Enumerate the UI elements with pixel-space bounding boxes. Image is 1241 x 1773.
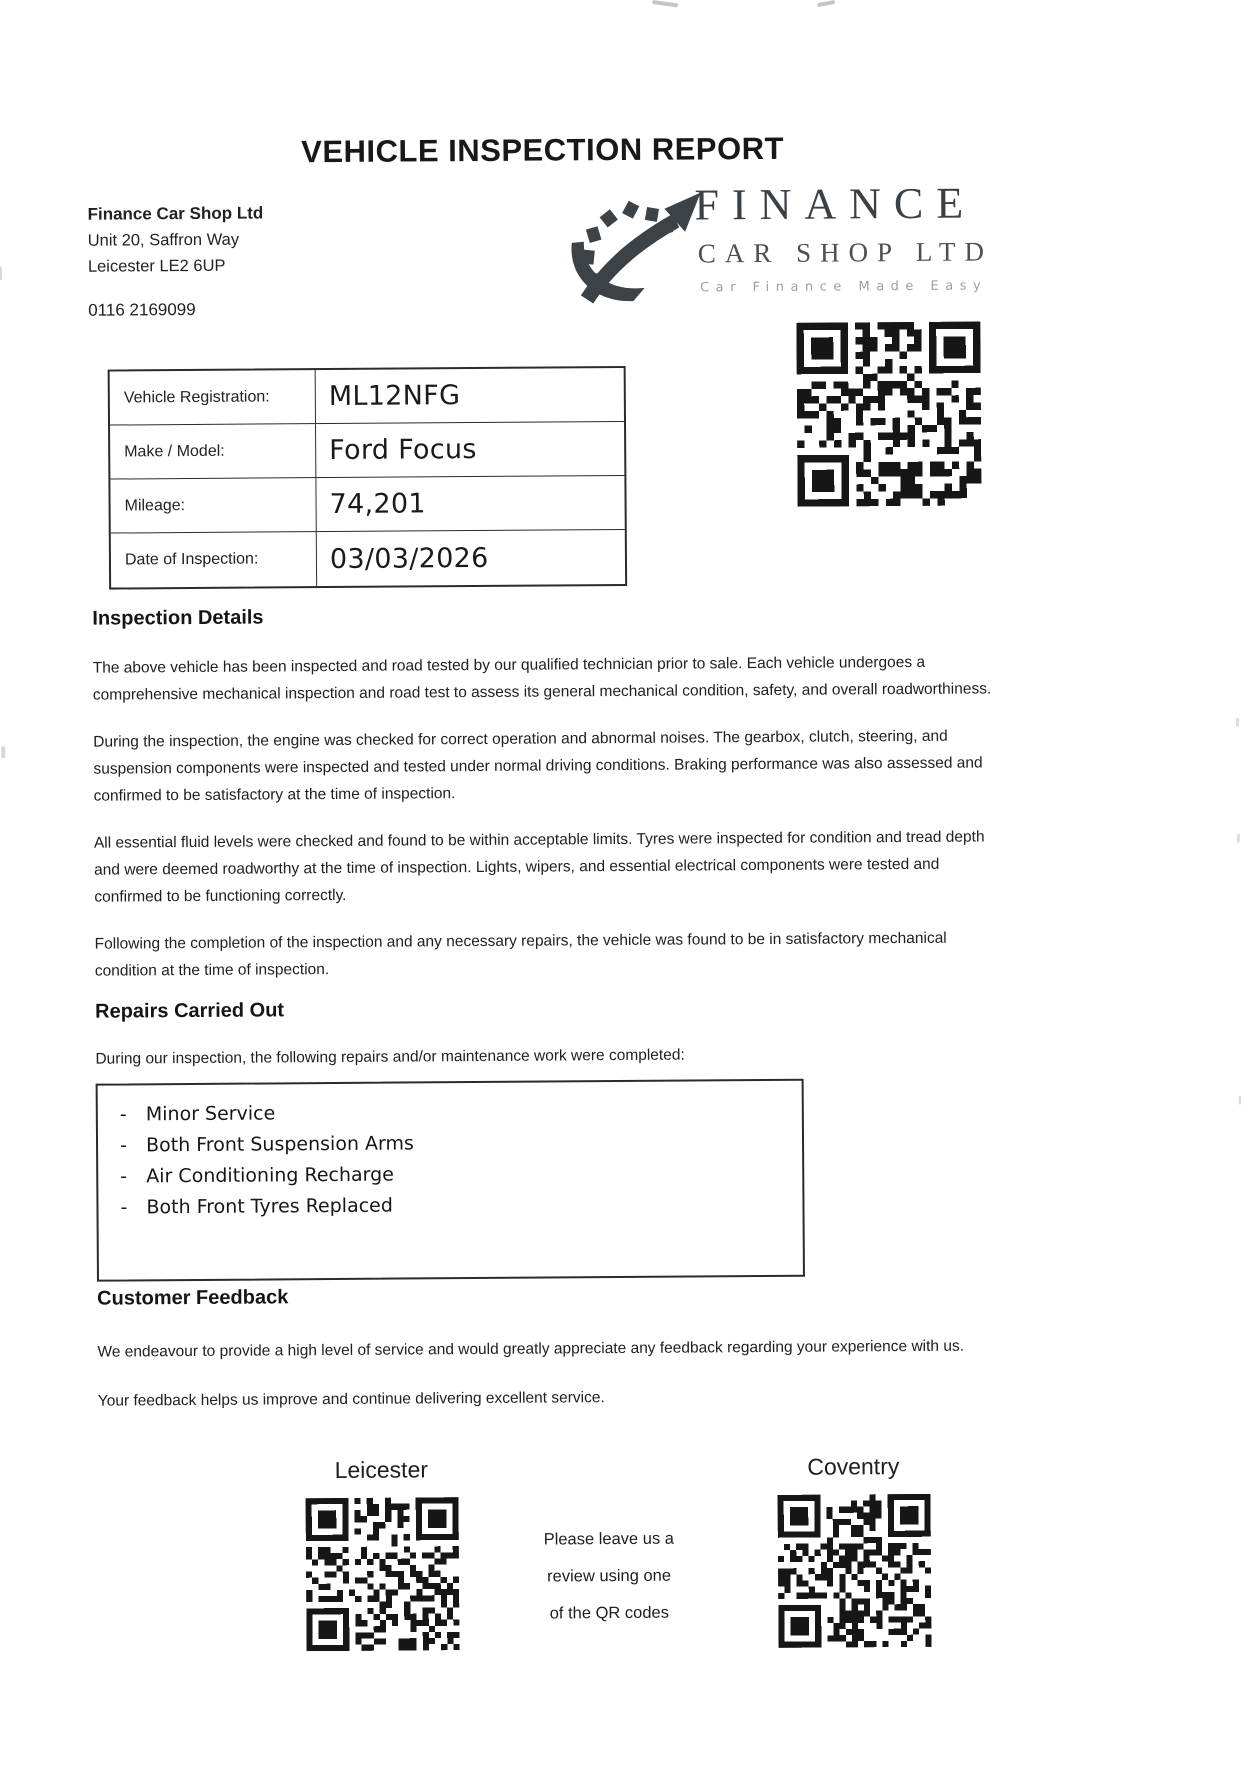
- feedback-paragraph: We endeavour to provide a high level of service and would greatly appreciate any feedback regarding your experience with us.: [97, 1337, 965, 1361]
- qr-caption-line: of the QR codes: [549, 1603, 669, 1623]
- inspection-paragraph: The above vehicle has been inspected and road tested by our qualified technician prior to sale. Each vehicle undergoes a comprehensive mechanical inspection and road test to assess its general mechanical condition, safety, and overall roadworthiness.: [92, 653, 992, 704]
- review-locations-row: [98, 1452, 1003, 1698]
- leicester-review-block: [266, 1456, 497, 1652]
- dash-bullet: -: [120, 1165, 128, 1188]
- page-title: VEHICLE INSPECTION REPORT: [301, 130, 785, 170]
- scan-artifact: [1, 746, 5, 758]
- feedback-paragraph: Your feedback helps us improve and continue delivering excellent service.: [97, 1389, 605, 1410]
- logo-text-car-shop-ltd: CAR SHOP LTD: [697, 236, 993, 269]
- dash-bullet: -: [119, 1103, 127, 1126]
- dash-bullet: -: [119, 1134, 127, 1157]
- registration-value: ML12NFG: [328, 380, 461, 413]
- repair-list-item: [120, 1126, 802, 1162]
- dash-bullet: -: [120, 1196, 128, 1219]
- registration-label: Vehicle Registration:: [110, 370, 316, 424]
- leicester-review-qr-code: [305, 1497, 459, 1651]
- scan-artifact: [1236, 718, 1239, 727]
- repairs-heading: Repairs Carried Out: [95, 999, 285, 1023]
- speedometer-arrow-icon: [558, 187, 717, 310]
- repair-item-label: Minor Service: [145, 1102, 276, 1126]
- inspection-details-section: [92, 601, 998, 984]
- table-row-registration: [110, 368, 624, 426]
- company-phone: 0116 2169099: [88, 299, 196, 320]
- inspection-paragraph: All essential fluid levels were checked and found to be within acceptable limits. Tyres were inspected for condition and tread depth and were deemed roadworthy at the time of inspection. Lights, wipers, and essential electrical components were tested and confirmed to be functioning correctly.: [93, 828, 985, 906]
- customer-feedback-heading: Customer Feedback: [97, 1286, 289, 1310]
- coventry-location-label: Coventry: [807, 1453, 900, 1480]
- repair-list-item: [120, 1095, 802, 1131]
- repair-item-label: Air Conditioning Recharge: [146, 1163, 394, 1188]
- repair-list-item: [120, 1157, 802, 1193]
- company-address-line1: Unit 20, Saffron Way: [87, 230, 240, 250]
- table-row-mileage: [110, 476, 624, 534]
- company-address-line2: Leicester LE2 6UP: [87, 256, 226, 276]
- repair-item-label: Both Front Tyres Replaced: [146, 1194, 393, 1219]
- table-row-inspection-date: [111, 530, 625, 588]
- inspection-date-label: Date of Inspection:: [111, 532, 317, 587]
- qr-caption: [489, 1520, 730, 1633]
- customer-feedback-section: [97, 1281, 1001, 1436]
- qr-caption-line: Please leave us a: [543, 1529, 674, 1549]
- scan-artifact: [1237, 834, 1240, 843]
- inspection-paragraph: During the inspection, the engine was checked for correct operation and abnormal noises. The gearbox, clutch, steering, and suspension components were inspected and tested under normal driving conditions. Braking performance was also assessed and confirmed to be satisfactory at the time of inspection.: [93, 727, 983, 805]
- repairs-list-box: [96, 1079, 805, 1282]
- logo-tagline: Car Finance Made Easy: [700, 278, 988, 296]
- mileage-label: Mileage:: [110, 478, 316, 532]
- company-name: Finance Car Shop Ltd: [87, 203, 264, 224]
- table-row-make-model: [110, 422, 624, 480]
- scan-artifact: [817, 0, 835, 7]
- vehicle-details-table: [108, 366, 628, 590]
- vehicle-qr-code: [796, 321, 981, 506]
- inspection-date-value: 03/03/2026: [329, 542, 489, 575]
- repair-item-label: Both Front Suspension Arms: [145, 1132, 414, 1157]
- qr-caption-line: review using one: [547, 1566, 672, 1586]
- mileage-value: 74,201: [329, 488, 426, 521]
- scan-artifact: [652, 0, 678, 7]
- coventry-review-block: [738, 1453, 969, 1649]
- repairs-section: [95, 994, 1000, 1281]
- inspection-paragraph: Following the completion of the inspection and any necessary repairs, the vehicle was found to be in satisfactory mechanical condition at the time of inspection.: [94, 929, 947, 980]
- company-logo: [558, 178, 1004, 308]
- repairs-intro: During our inspection, the following repairs and/or maintenance work were completed:: [95, 1046, 685, 1068]
- make-model-value: Ford Focus: [329, 433, 477, 467]
- leicester-location-label: Leicester: [334, 1456, 429, 1484]
- scan-artifact: [0, 266, 2, 280]
- company-address-block: [87, 200, 263, 279]
- make-model-label: Make / Model:: [110, 424, 316, 478]
- logo-text-finance: FINANCE: [694, 178, 977, 230]
- coventry-review-qr-code: [777, 1494, 931, 1648]
- repair-list-item: [120, 1188, 802, 1224]
- inspection-details-heading: Inspection Details: [92, 606, 264, 630]
